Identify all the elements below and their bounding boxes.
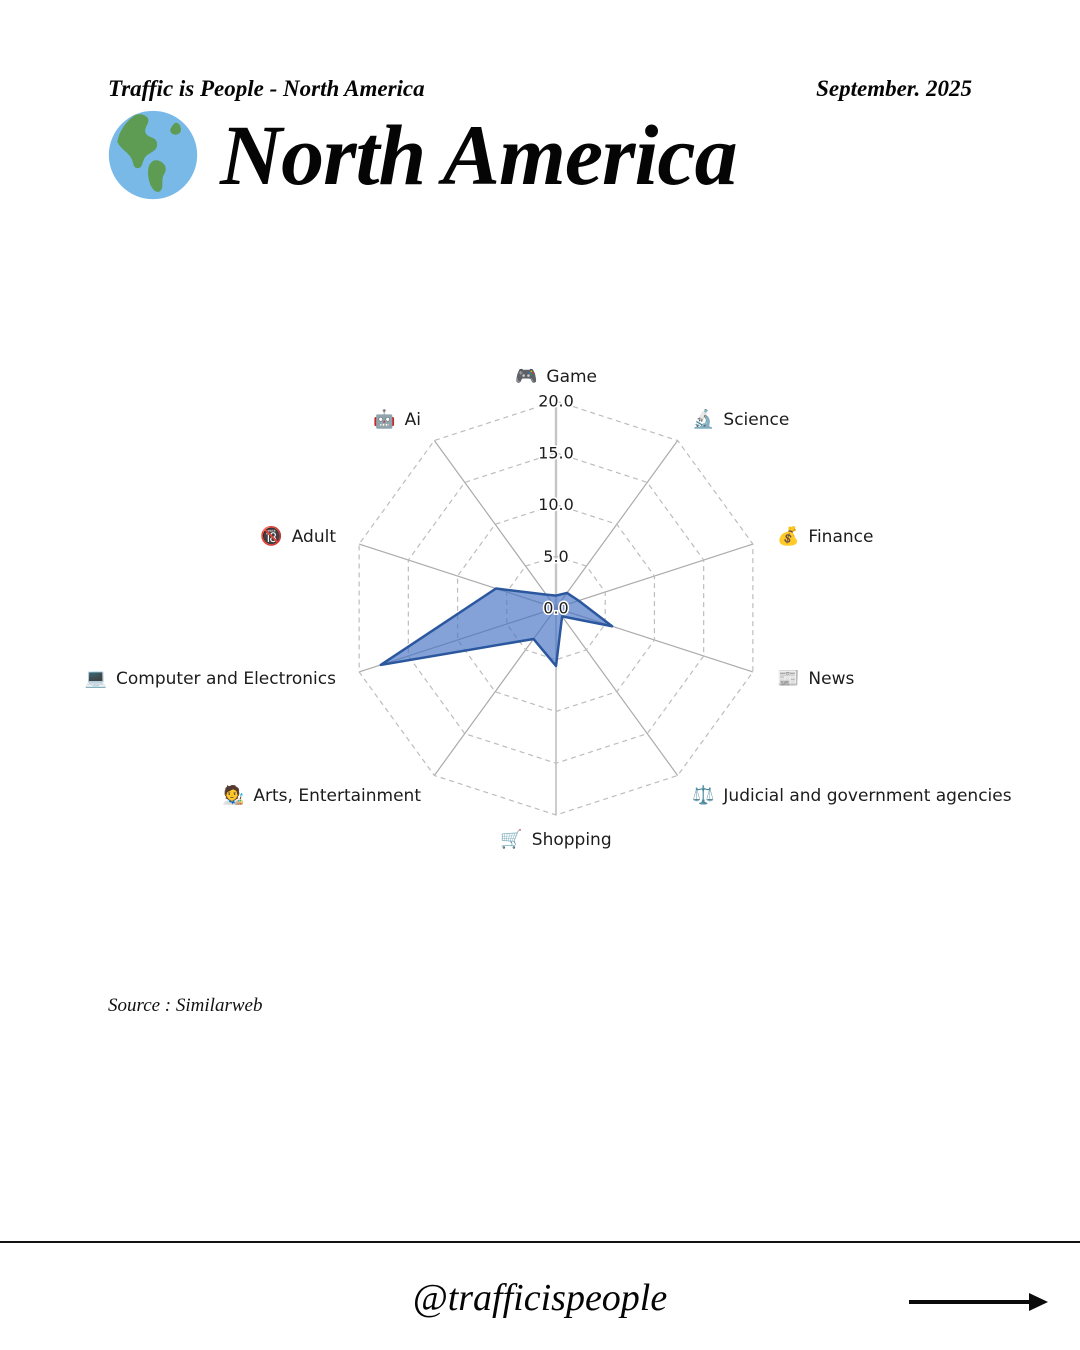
radial-tick-label: 15.0 [538,443,574,463]
no-under-18-icon: 🔞 [260,526,283,547]
category-label-news [777,669,854,689]
game-controller-icon: 🎮 [514,366,538,387]
category-label-shopping [500,830,611,850]
radar-spoke [434,441,556,608]
category-label-judicial [692,786,1012,806]
category-label-game [515,367,597,387]
radial-tick-label: 0.0 [543,598,569,618]
account-handle: @trafficispeople [412,1277,668,1319]
category-label-text: Ai [404,410,421,430]
artist-icon: 🧑‍🎨 [221,785,245,806]
radial-tick-label: 20.0 [538,391,574,411]
category-label-text: Science [723,410,790,430]
category-label-ai [373,410,421,430]
footer-divider [0,1241,1080,1243]
category-label-text: Game [546,367,598,387]
category-label-science [692,410,789,430]
masthead-date-text: September. 2025 [816,76,972,101]
balance-scale-icon: ⚖️ [692,785,715,806]
category-label-arts [222,786,421,806]
next-arrow-icon [905,1285,1055,1319]
category-label-text: Finance [808,527,874,547]
page-title: North America [220,106,737,203]
category-label-finance [777,527,873,547]
newspaper-icon: 📰 [777,668,800,689]
category-label-text: Judicial and government agencies [723,786,1012,806]
category-label-adult [260,527,336,547]
radial-tick-label: 10.0 [538,495,574,514]
category-label-text: News [808,669,855,689]
category-label-text: Shopping [531,830,612,850]
money-bag-icon: 💰 [777,526,800,547]
category-label-text: Computer and Electronics [116,669,336,689]
category-label-text: Arts, Entertainment [253,786,421,806]
radar-data-polygon [381,588,612,665]
shopping-cart-icon: 🛒 [500,829,523,850]
source-credit: Source : Similarweb [108,995,263,1016]
masthead-left-text: Traffic is People - North America [108,76,425,101]
robot-icon: 🤖 [373,409,396,430]
category-label-computer [85,669,336,689]
microscope-icon: 🔬 [692,409,715,430]
radial-tick-label: 5.0 [543,546,569,566]
category-label-text: Adult [291,527,336,547]
laptop-icon: 💻 [84,668,108,689]
